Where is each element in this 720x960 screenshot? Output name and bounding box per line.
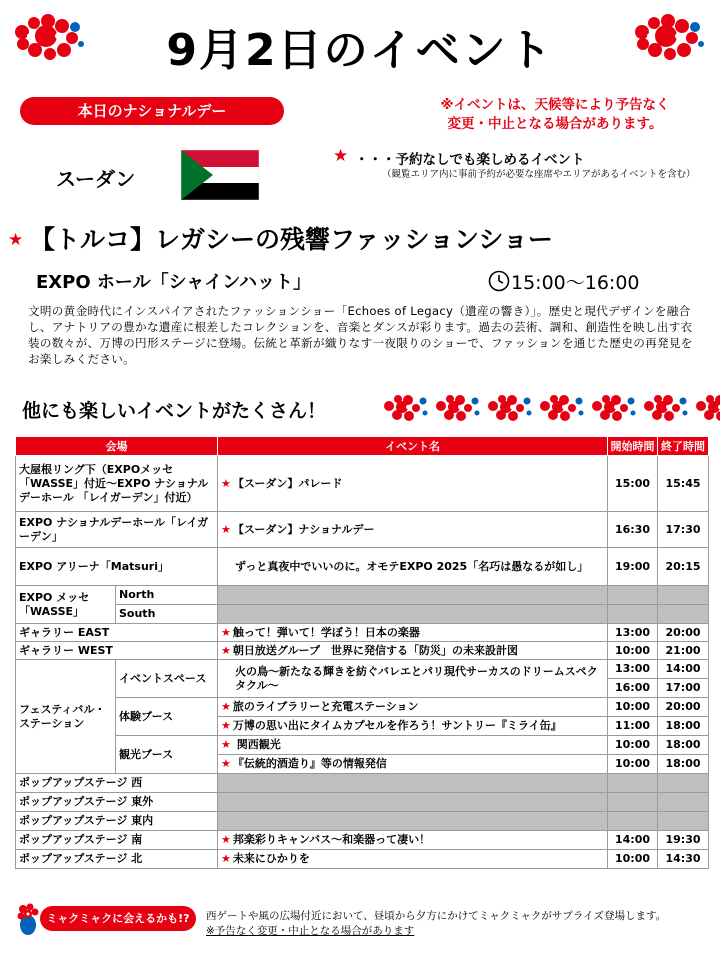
venue-cell: ギャラリー EAST bbox=[16, 624, 218, 642]
empty-cell bbox=[608, 774, 658, 793]
legend-subtext: （観覧エリア内に事前予約が必要な座席やエリアがあるイベントを含む） bbox=[382, 169, 696, 180]
venue-cell: EXPO ナショナルデーホール「レイガーデン」 bbox=[16, 512, 218, 548]
start-time-cell: 14:00 bbox=[608, 831, 658, 850]
event-name: 関西観光 bbox=[232, 738, 281, 751]
start-time-cell: 15:00 bbox=[608, 456, 658, 512]
table-row bbox=[16, 605, 709, 624]
feature-event-title: 【トルコ】レガシーの残響ファッションショー bbox=[30, 225, 553, 254]
table-row bbox=[16, 850, 709, 869]
table-row bbox=[16, 660, 709, 679]
star-icon: ★ bbox=[221, 833, 231, 846]
event-name: 朝日放送グループ 世界に発信する「防災」の未来設計図 bbox=[232, 643, 518, 657]
end-time-cell: 17:00 bbox=[658, 679, 709, 698]
venue-cell: ポップアップステージ 西 bbox=[16, 774, 218, 793]
section-title: 他にも楽しいイベントがたくさん！ bbox=[22, 400, 327, 422]
table-row bbox=[16, 736, 709, 755]
footer-subtext: ※予告なく変更・中止となる場合があります bbox=[206, 925, 415, 937]
empty-cell bbox=[218, 793, 608, 812]
event-cell bbox=[218, 456, 608, 512]
venue-cell: 大屋根リング下（EXPOメッセ「WASSE」付近〜EXPO ナショナルデーホール 「レイガーデン」付近） bbox=[16, 456, 218, 512]
table-row bbox=[16, 586, 709, 605]
header-start: 開始時間 bbox=[608, 437, 658, 456]
start-time-cell: 13:00 bbox=[608, 624, 658, 642]
empty-cell bbox=[218, 774, 608, 793]
header-event: イベント名 bbox=[218, 437, 608, 456]
end-time-cell: 17:30 bbox=[658, 512, 709, 548]
venue-cell: フェスティバル・ステーション bbox=[16, 660, 116, 774]
expo-logo-row-icon bbox=[381, 392, 720, 422]
empty-cell bbox=[658, 605, 709, 624]
myaku-myaku-mascot-icon bbox=[15, 903, 41, 937]
event-cell bbox=[218, 755, 608, 774]
empty-cell bbox=[658, 774, 709, 793]
end-time-cell: 15:45 bbox=[658, 456, 709, 512]
end-time-cell: 21:00 bbox=[658, 642, 709, 660]
empty-cell bbox=[218, 605, 608, 624]
empty-cell bbox=[658, 793, 709, 812]
start-time-cell: 16:30 bbox=[608, 512, 658, 548]
star-icon: ★ bbox=[221, 852, 231, 865]
start-time-cell: 10:00 bbox=[608, 698, 658, 717]
table-row bbox=[16, 456, 709, 512]
table-row bbox=[16, 698, 709, 717]
empty-cell bbox=[218, 812, 608, 831]
event-cell: ずっと真夜中でいいのに。オモテEXPO 2025「名巧は愚なるが如し」 bbox=[218, 548, 608, 586]
event-cell bbox=[218, 850, 608, 869]
star-icon: ★ bbox=[221, 625, 231, 639]
sudan-flag-icon bbox=[181, 150, 259, 200]
venue-cell: ギャラリー WEST bbox=[16, 642, 218, 660]
sub-venue-cell: North bbox=[116, 586, 218, 605]
event-name: 万博の思い出にタイムカプセルを作ろう！サントリー『ミライ缶』 bbox=[232, 719, 562, 732]
end-time-cell: 14:30 bbox=[658, 850, 709, 869]
notice-line: ※イベントは、天候等により予告なく bbox=[440, 97, 670, 113]
table-row bbox=[16, 624, 709, 642]
table-row bbox=[16, 812, 709, 831]
event-name: 旅のライブラリーと充電ステーション bbox=[232, 700, 419, 713]
start-time-cell: 13:00 bbox=[608, 660, 658, 679]
empty-cell bbox=[608, 793, 658, 812]
star-icon: ★ bbox=[221, 643, 231, 657]
empty-cell bbox=[608, 605, 658, 624]
table-row bbox=[16, 512, 709, 548]
venue-cell: ポップアップステージ 北 bbox=[16, 850, 218, 869]
event-name: 『伝統的酒造り』等の情報発信 bbox=[232, 757, 387, 770]
events-table bbox=[15, 436, 709, 869]
empty-cell bbox=[658, 586, 709, 605]
event-cell bbox=[218, 717, 608, 736]
empty-cell bbox=[608, 586, 658, 605]
end-time-cell: 18:00 bbox=[658, 736, 709, 755]
feature-venue: EXPO ホール「シャインハット」 bbox=[36, 272, 311, 293]
footer-text: 西ゲートや風の広場付近において、昼頃から夕方にかけてミャクミャクがサプライズ登場します。 bbox=[206, 910, 667, 922]
empty-cell bbox=[218, 586, 608, 605]
venue-cell: EXPO アリーナ「Matsuri」 bbox=[16, 548, 218, 586]
empty-cell bbox=[658, 812, 709, 831]
start-time-cell: 16:00 bbox=[608, 679, 658, 698]
star-icon: ★ bbox=[221, 700, 231, 713]
event-name: 邦楽彩りキャンバス〜和楽器って凄い！ bbox=[232, 833, 431, 846]
start-time-cell: 10:00 bbox=[608, 736, 658, 755]
venue-cell: ポップアップステージ 南 bbox=[16, 831, 218, 850]
start-time-cell: 19:00 bbox=[608, 548, 658, 586]
event-cell: 火の鳥〜新たなる輝きを紡ぐバレエとパリ現代サーカスのドリームスペクタクル〜 bbox=[218, 660, 608, 698]
start-time-cell: 10:00 bbox=[608, 755, 658, 774]
table-row bbox=[16, 774, 709, 793]
sub-venue-cell: South bbox=[116, 605, 218, 624]
legend-text: ・・・予約なしでも楽しめるイベント bbox=[355, 152, 585, 168]
event-cell bbox=[218, 642, 608, 660]
table-header-row bbox=[16, 437, 709, 456]
notice-text bbox=[400, 96, 710, 134]
notice-line: 変更・中止となる場合があります。 bbox=[447, 116, 663, 132]
start-time-cell: 11:00 bbox=[608, 717, 658, 736]
page-title: 9月2日のイベント bbox=[166, 25, 554, 76]
end-time-cell: 20:00 bbox=[658, 624, 709, 642]
event-name: 未来にひかりを bbox=[232, 852, 310, 865]
event-cell bbox=[218, 698, 608, 717]
end-time-cell: 14:00 bbox=[658, 660, 709, 679]
table-row bbox=[16, 642, 709, 660]
start-time-cell: 10:00 bbox=[608, 642, 658, 660]
venue-cell: ポップアップステージ 東内 bbox=[16, 812, 218, 831]
event-cell bbox=[218, 831, 608, 850]
event-name: 【スーダン】パレード bbox=[232, 476, 343, 490]
header-end: 終了時間 bbox=[658, 437, 709, 456]
feature-time: 15:00〜16:00 bbox=[511, 272, 640, 294]
start-time-cell: 10:00 bbox=[608, 850, 658, 869]
event-cell bbox=[218, 736, 608, 755]
end-time-cell: 18:00 bbox=[658, 755, 709, 774]
header-venue: 会場 bbox=[16, 437, 218, 456]
empty-cell bbox=[608, 812, 658, 831]
event-cell bbox=[218, 624, 608, 642]
star-icon: ★ bbox=[333, 146, 349, 166]
star-icon: ★ bbox=[221, 522, 231, 536]
star-icon: ★ bbox=[8, 230, 24, 250]
event-name: 【スーダン】ナショナルデー bbox=[232, 522, 375, 536]
table-row bbox=[16, 793, 709, 812]
star-icon: ★ bbox=[221, 476, 231, 490]
sub-venue-cell: イベントスペース bbox=[116, 660, 218, 698]
country-name: スーダン bbox=[56, 167, 136, 191]
national-day-badge: 本日のナショナルデー bbox=[20, 97, 284, 125]
end-time-cell: 19:30 bbox=[658, 831, 709, 850]
star-icon: ★ bbox=[221, 719, 231, 732]
end-time-cell: 20:15 bbox=[658, 548, 709, 586]
feature-description: 文明の黄金時代にインスパイアされたファッションショー「Echoes of Legacy（遺産の響き）」。歴史と現代デザインを融合し、アナトリアの豊かな遺産に根差したコレクションを、音楽とダンスが彩ります。過去の芸術、調和、創造性を映し出す衣装の数々が、万博の円形ステージに登場。伝統と革新が織りなす一夜限りのショーで、ファッションを通じた歴史の再発見をお楽しみください。 bbox=[28, 304, 693, 366]
star-icon: ★ bbox=[221, 757, 231, 770]
venue-cell: EXPO メッセ「WASSE」 bbox=[16, 586, 116, 624]
star-icon: ★ bbox=[221, 738, 231, 751]
clock-icon bbox=[488, 270, 510, 292]
venue-cell: ポップアップステージ 東外 bbox=[16, 793, 218, 812]
sub-venue-cell: 観光ブース bbox=[116, 736, 218, 774]
myaku-myaku-badge: ミャクミャクに会えるかも!? bbox=[40, 906, 196, 931]
end-time-cell: 18:00 bbox=[658, 717, 709, 736]
event-cell bbox=[218, 512, 608, 548]
sub-venue-cell: 体験ブース bbox=[116, 698, 218, 736]
end-time-cell: 20:00 bbox=[658, 698, 709, 717]
event-name: 触って！弾いて！学ぼう！日本の楽器 bbox=[232, 625, 420, 639]
table-row bbox=[16, 831, 709, 850]
table-row bbox=[16, 548, 709, 586]
